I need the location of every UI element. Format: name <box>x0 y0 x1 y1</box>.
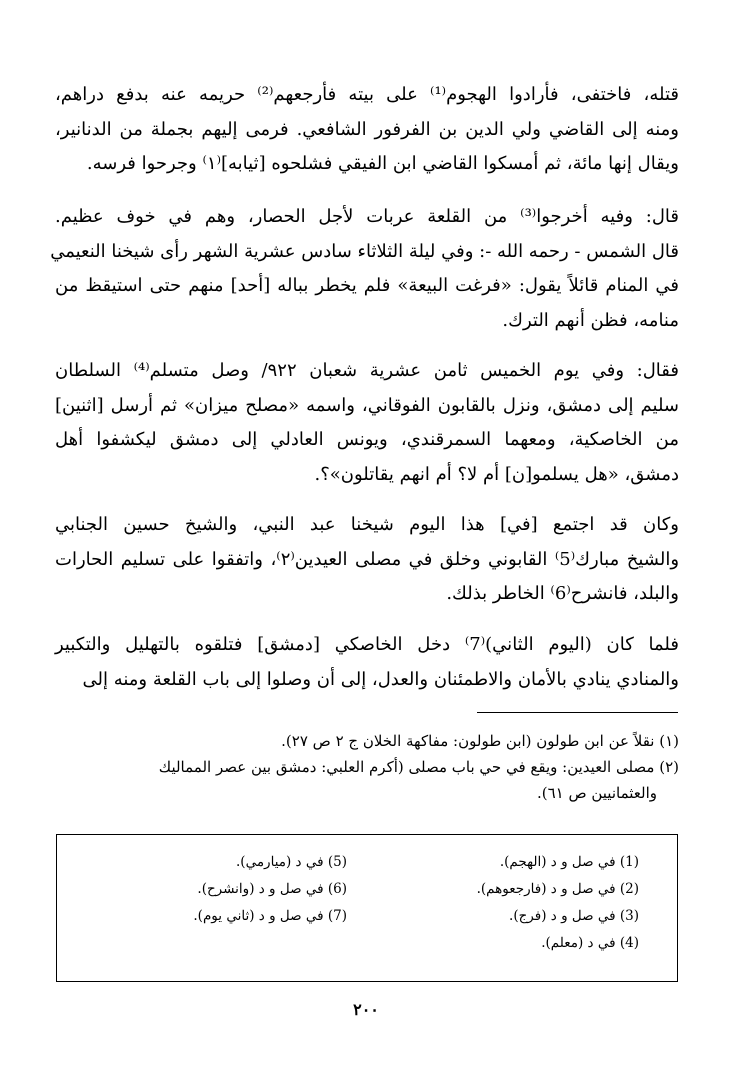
paragraph-text <box>55 628 679 697</box>
text-line: في المنام قائلاً يقول: «فرغت البيعة» فلم يخطر بباله [أحد] منهم حتى استيقظ من <box>55 275 679 296</box>
footnote-2-continuation: والعثمانيين ص ٦١). <box>536 784 657 802</box>
text-line: والبلد، فانشرح⁽6⁾ الخاطر بذلك. <box>446 583 679 604</box>
paragraph <box>50 200 679 338</box>
text-line: ويقال إنها مائة، ثم أمسكوا القاضي ابن الفيقي فشلحوه [ثيابه]⁽١⁾ وجرحوا فرسه. <box>86 153 679 174</box>
text-line: فقال: وفي يوم الخميس ثامن عشرية شعبان ٩٢٢/ وصل متسلم⁽⁴⁾ السلطان <box>55 360 679 381</box>
paragraph <box>55 628 679 697</box>
text-line: قال الشمس - رحمه الله -: وفي ليلة الثلاثاء سادس عشرية الشهر رأى شيخنا النعيمي <box>50 240 679 262</box>
text-line: منامه، فظن أنهم الترك. <box>502 309 679 331</box>
paragraph-text <box>50 200 679 338</box>
variant-note-4: (4) في د (معلم). <box>541 935 639 951</box>
variant-note-5: (5) في د (ميارمي). <box>236 854 347 870</box>
text-line: فلما كان (اليوم الثاني)⁽7⁾ دخل الخاصكي [دمشق] فتلقوه بالتهليل والتكبير <box>55 634 679 655</box>
manuscript-variants-box <box>56 834 678 982</box>
variant-note-2: (2) في صل و د (فارجعوهم). <box>476 881 639 897</box>
text-line: قتله، فاختفى، فأرادوا الهجوم⁽¹⁾ على بيته فأرجعهم⁽²⁾ حريمه عنه بدفع دراهم، <box>55 84 679 105</box>
variants-column-right <box>369 849 639 957</box>
paragraph-text <box>55 354 679 492</box>
footnote-1: (١) نقلاً عن ابن طولون (ابن طولون: مفاكهة الخلان ج ٢ ص ٢٧). <box>281 732 679 750</box>
text-line: وكان قد اجتمع [في] هذا اليوم شيخنا عبد النبي، والشيخ حسين الجنابي <box>55 514 679 535</box>
paragraph-text <box>55 508 679 612</box>
footnotes <box>55 728 679 806</box>
paragraph <box>55 78 679 182</box>
text-line: والمنادي ينادي بالأمان والاطمئنان والعدل، إلى أن وصلوا إلى باب القلعة ومنه إلى <box>82 668 679 690</box>
variant-note-1: (1) في صل و د (الهجم). <box>499 854 639 870</box>
text-line: من الخاصكية، ومعهما السمرقندي، ويونس العادلي إلى دمشق ليكشفوا أهل <box>55 429 679 450</box>
text-line: والشيخ مبارك⁽5⁾ القابوني وخلق في مصلى العيدين⁽٢⁾، واتفقوا على تسليم الحارات <box>55 548 680 570</box>
page-number: ٢٠٠ <box>353 1000 379 1019</box>
text-line: سليم إلى دمشق، ونزل بالقابون الفوقاني، واسمه «مصلح ميزان» ثم أرسل [اثنين] <box>55 394 679 416</box>
paragraph <box>55 354 679 492</box>
variants-column-left <box>77 849 347 930</box>
variant-note-6: (6) في صل و د (وانشرح). <box>197 881 347 897</box>
text-line: دمشق، «هل يسلمو[ن] أم لا؟ أم انهم يقاتلون»؟. <box>314 463 679 485</box>
variant-note-3: (3) في صل و د (فرج). <box>509 908 639 924</box>
footnote-2: (٢) مصلى العيدين: ويقع في حي باب مصلى (أكرم العلبي: دمشق بين عصر المماليك <box>158 758 679 776</box>
variant-note-7: (7) في صل و د (ثاني يوم). <box>193 908 347 924</box>
paragraph-text <box>55 78 679 182</box>
text-line: قال: وفيه أخرجوا⁽³⁾ من القلعة عربات لأجل الحصار، وهم في خوف عظيم. <box>55 206 679 227</box>
paragraph <box>55 508 679 612</box>
text-line: ومنه إلى القاضي ولي الدين بن الفرفور الشافعي. فرمى إليهم بجملة من الدنانير، <box>55 118 679 140</box>
footnote-divider <box>477 712 678 713</box>
